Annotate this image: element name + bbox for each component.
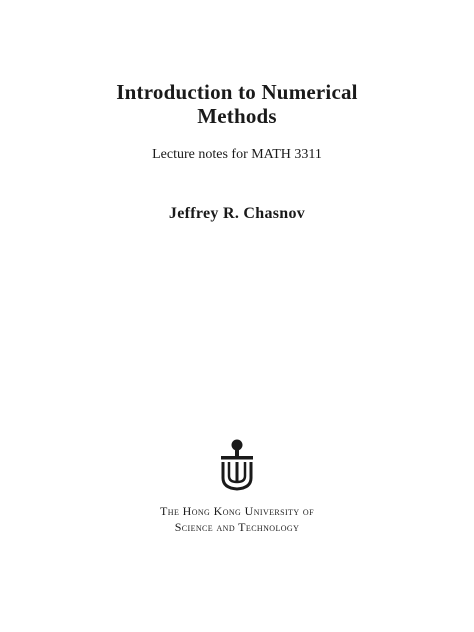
author-name: Jeffrey R. Chasnov: [168, 205, 306, 222]
emblem-head-shape: [232, 440, 243, 451]
emblem-center-shape: [236, 462, 239, 483]
emblem-stem-shape: [235, 450, 239, 456]
university-emblem-icon: [218, 438, 256, 492]
book-title-line-1: Introduction to Numerical: [116, 80, 358, 104]
book-title: [0, 80, 474, 128]
institution-line-1: The Hong Kong University of: [160, 504, 314, 518]
institution-line-2: Science and Technology: [174, 520, 300, 534]
emblem-bar-shape: [221, 456, 253, 460]
book-subtitle: Lecture notes for MATH 3311: [152, 147, 322, 162]
book-title-line-2: Methods: [197, 104, 277, 128]
institution-name: [0, 503, 474, 535]
